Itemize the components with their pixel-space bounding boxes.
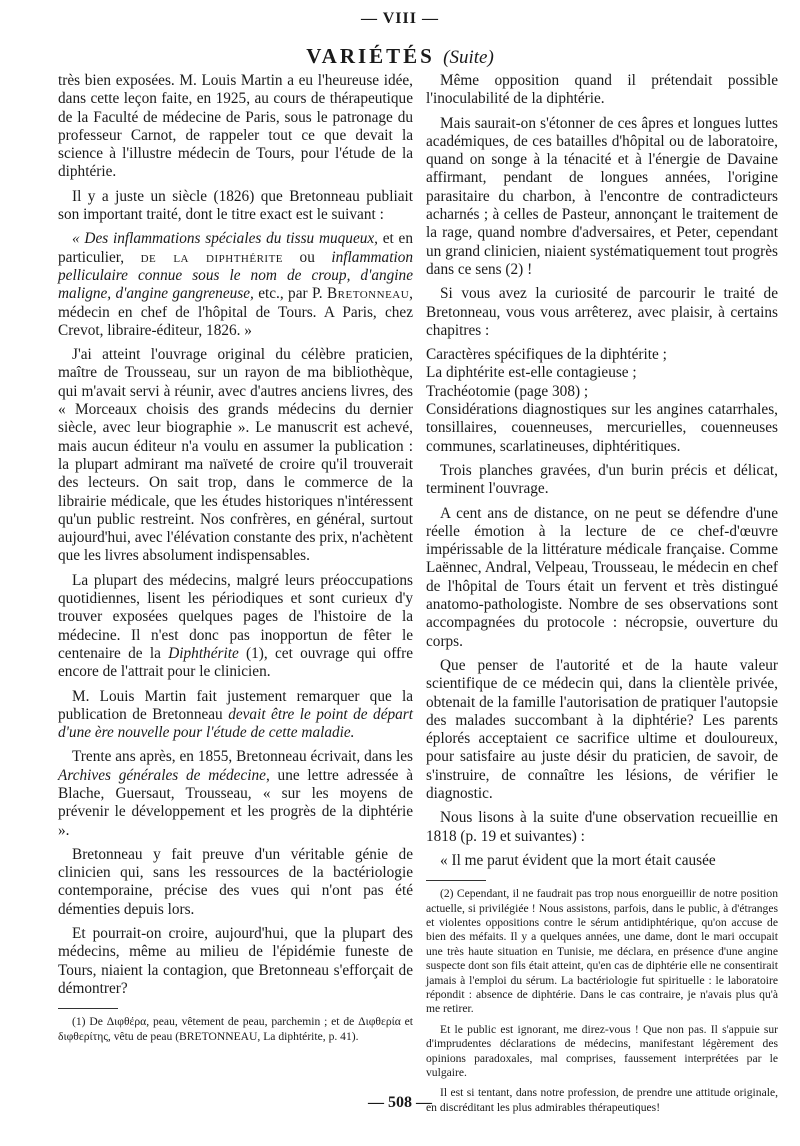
paragraph: très bien exposées. M. Louis Martin a eu l'heureuse idée, dans cette leçon faite, en 1925, au cours de thérapeutique de la Faculté de médecine de Paris, sous le patronage du professeur Carnot, de rappeler tout ce que devait la science à l'illustre médecin de Tours, pour l'étude de la diphtérie. bbox=[58, 72, 413, 181]
left-column bbox=[58, 72, 413, 1050]
chapter-list-item: Trachéotomie (page 308) ; bbox=[426, 382, 589, 400]
text-run: Trente ans après, en 1855, Bretonneau écrivait, dans les bbox=[72, 748, 413, 766]
paragraph: Considérations diagnostiques sur les angines catarrhales, tonsillaires, couenneuses, mercurielles, couenneuses communes, scarlatineuses, diphtéritiques. bbox=[426, 401, 778, 455]
chapter-list-item: Caractères spécifiques de la diphtérite ; bbox=[426, 346, 667, 364]
paragraph: J'ai atteint l'ouvrage original du célèbre praticien, maître de Trousseau, sur un rayon de ma bibliothèque, qui m'avait servi à réunir, avec d'autres anciens livres, des « Morceaux choisis des grands médecins du dernier siècle, avec leur biographie ». Le manuscrit est achevé, mais aucun éditeur n'a voulu en assumer la publication : la plupart admirant ma naïveté de croire qu'il trouverait des lecteurs. On sait trop, dans le commerce de la librairie médicale, que les études historiques n'intéressent qu'un public restreint. Nos confrères, en général, surtout aujourd'hui, avec l'élévation constante des prix, n'achètent que les livres absolument indispensables. bbox=[58, 346, 413, 565]
paragraph: Et pourrait-on croire, aujourd'hui, que la plupart des médecins, même au milieu de l'épidémie funeste de Tours, niaient la contagion, que Bretonneau s'efforçait de démontrer? bbox=[58, 925, 413, 997]
text-run: M. Louis Martin fait justement remarquer que la publication de Bretonneau bbox=[58, 687, 413, 723]
footnote-2: (2) Cependant, il ne faudrait pas trop nous enorgueillir de notre position actuelle, si privilégiée ! Nous assistons, parfois, dans le public, à d'étranges et violentes oppositions contre le sérum antidiphtérique, qu'on accuse de bien des méfaits. Il y a quelques années, une dame, dont le mari occupait une très haute situation en Tunisie, me déclara, en présence d'une angine suspecte dont son fils était atteint, qu'en cas de diphtérie elle ne consentirait jamais à l'emploi du sérum. La bactériologie fut spirituelle : le laboratoire répondit : absence de diphtérie. Dans le cas contraire, je n'avais plus qu'à me retirer. bbox=[426, 887, 778, 1016]
quote-text: , médecin en chef de l'hôpital de Tours. A Paris, chez Crevot, libraire-éditeur, 1826. » bbox=[58, 285, 413, 339]
footnote-divider bbox=[58, 1008, 118, 1009]
italic-run: Archives générales de médecine bbox=[58, 766, 266, 784]
section-subtitle: (Suite) bbox=[443, 47, 494, 68]
italic-run: Diphthérite bbox=[168, 644, 239, 662]
author-name: Bretonneau bbox=[326, 285, 410, 303]
quote-text: ou bbox=[283, 248, 332, 266]
footnote-2-continued: Il est si tentant, dans notre profession, de prendre une attitude originale, en discréditant les plus admirables thérapeutiques! bbox=[426, 1086, 778, 1114]
chapter-list-item: La diphtérite est-elle contagieuse ; bbox=[426, 364, 637, 382]
footnote-2-continued: Et le public est ignorant, me direz-vous ! Que non pas. Il s'appuie sur d'imprudentes déclarations de médecins, manifestant légèrement des opinions paradoxales, mal comprises, faussement interprétées par le vulgaire. bbox=[426, 1022, 778, 1080]
text-run: , une lettre adressée à Blache, Guersaut, Trousseau, « sur les moyens de prévenir le développement et les progrès de la diphtérie ». bbox=[58, 766, 413, 839]
right-column bbox=[426, 72, 778, 1121]
quote-text: etc., par P. bbox=[253, 285, 327, 303]
quote-text: et en particulier, bbox=[58, 230, 413, 266]
paragraph: Il y a juste un siècle (1826) que Bretonneau publiait son important traité, dont le titre exact est le suivant : bbox=[58, 187, 413, 224]
text-run: La plupart des médecins, malgré leurs préoccupations quotidiennes, lisent les périodiques et sont curieux d'y trouver exposées quelques pages de l'histoire de la médecine. Il n'est donc pas inopportun de fêter le centenaire de la bbox=[58, 571, 413, 662]
text-run: (1), cet ouvrage qui offre encore de l'attrait pour le clinicien. bbox=[58, 644, 413, 681]
bottom-page-number: — 508 — bbox=[368, 1094, 432, 1111]
paragraph bbox=[58, 688, 413, 743]
footnote-1: (1) De Διφθέρα, peau, vêtement de peau, parchemin ; et de Διφθερία et διφθερίτης, vêtu de peau (BRETONNEAU, La diphtérite, p. 41). bbox=[58, 1015, 413, 1043]
paragraph: A cent ans de distance, on ne peut se défendre d'une réelle émotion à la lecture de ce chef-d'œuvre impérissable de la littérature médicale française. Comme Laënnec, Andral, Velpeau, Trousseau, le médecin en chef de l'hôpital de Tours était un fervent et très distingué anatomo-pathologiste. Nombre de ses observations sont accompagnées du protocole : nécropsie, ouverture du corps. bbox=[426, 504, 778, 650]
paragraph: Nous lisons à la suite d'une observation recueillie en 1818 (p. 19 et suivantes) : bbox=[426, 809, 778, 845]
paragraph: Si vous avez la curiosité de parcourir le traité de Bretonneau, vous vous arrêterez, avec plaisir, à certains chapitres : bbox=[426, 285, 778, 339]
paragraph: « Il me parut évident que la mort était causée bbox=[440, 851, 716, 869]
paragraph: Trois planches gravées, d'un burin précis et délicat, terminent l'ouvrage. bbox=[426, 461, 778, 498]
quote-italic: « Des inflammations spéciales du tissu muqueux, bbox=[72, 230, 378, 248]
paragraph bbox=[58, 572, 413, 682]
quote-italic: inflammation pelliculaire connue sous le nom de croup, d'angine maligne, d'angine gangreneuse, bbox=[58, 248, 413, 303]
paragraph bbox=[58, 748, 413, 839]
paragraph: Que penser de l'autorité et de la haute valeur scientifique de ce médecin qui, dans la clientèle privée, obtenait de la famille l'autorisation de pratiquer l'autopsie des malades succombant à la diphtérie? Les parents éplorés acceptaient ce sacrifice ultime et douloureux, pour satisfaire au juste désir du praticien, de savoir, de s'instruire, de connaître les lésions, de vérifier le diagnostic. bbox=[426, 656, 778, 802]
section-title: VARIÉTÉS bbox=[306, 44, 435, 68]
book-title-quote bbox=[58, 230, 413, 340]
quote-smallcaps: de la diphthérite bbox=[140, 248, 284, 266]
paragraph: Mais saurait-on s'étonner de ces âpres et longues luttes académiques, de ces batailles d'hôpital ou de laboratoire, quand on songe à la ténacité et à l'énergie de Davaine affirmant, pendant de longues années, l'origine parasitaire du charbon, à l'encontre de contradicteurs acharnés ; à celles de Pasteur, annonçant le traitement de la rage, quand nombre d'adversaires, et Peter, cependant un grand clinicien, niaient systématiquement tout progrès dans ce sens (2) ! bbox=[426, 114, 778, 278]
top-page-number: — VIII — bbox=[361, 10, 439, 27]
section-header bbox=[0, 44, 800, 69]
italic-run: devait être le point de départ d'une ère nouvelle pour l'étude de cette maladie. bbox=[58, 705, 413, 742]
paragraph: Même opposition quand il prétendait possible l'inoculabilité de la diphtérie. bbox=[426, 72, 778, 108]
footnote-divider bbox=[426, 880, 486, 881]
paragraph: Bretonneau y fait preuve d'un véritable génie de clinicien qui, sans les ressources de la bactériologie contemporaine, précise des vues qui n'ont pas été démenties depuis lors. bbox=[58, 845, 413, 918]
